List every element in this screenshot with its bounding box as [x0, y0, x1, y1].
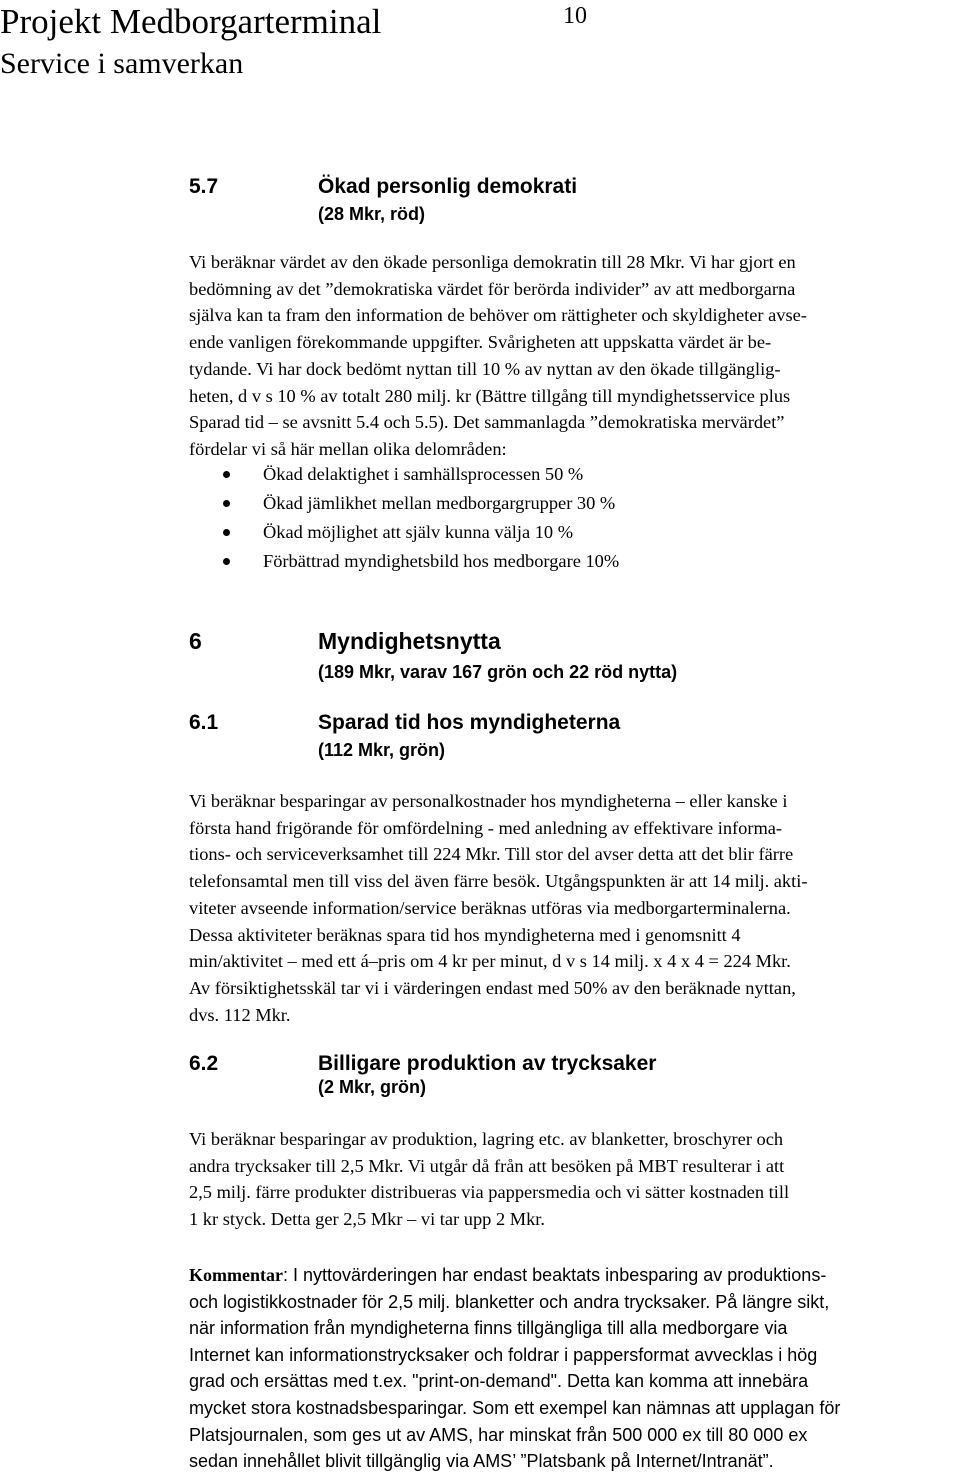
list-item: [220, 518, 619, 547]
paragraph-line: viteter avseende information/service beräknas utföras via medborgarterminalerna.: [189, 897, 791, 918]
paragraph-line: andra trycksaker till 2,5 Mkr. Vi utgår då från att besöken på MBT resulterar i att: [189, 1155, 785, 1176]
list-item: [220, 489, 619, 518]
section-5-7-paragraph: [189, 249, 939, 463]
paragraph-line: Internet kan informationstrycksaker och foldrar i pappersformat avvecklas i hög: [189, 1344, 818, 1365]
document-subtitle: Service i samverkan: [0, 47, 244, 80]
paragraph-line: Vi beräknar värdet av den ökade personliga demokratin till 28 Mkr. Vi har gjort en: [189, 252, 796, 272]
bullet-icon: [223, 500, 230, 507]
list-item-text: Förbättrad myndighetsbild hos medborgare 10%: [263, 551, 620, 571]
bullet-icon: [223, 558, 230, 565]
paragraph-line: telefonsamtal men till viss del även färre besök. Utgångspunkten är att 14 milj. akti-: [189, 871, 808, 892]
paragraph-line: när information från myndigheterna finns tillgängliga till alla medborgare via: [189, 1318, 788, 1339]
section-6-1-subtitle: (112 Mkr, grön): [318, 740, 446, 760]
paragraph-line: tydande. Vi har dock bedömt nyttan till 10 % av nyttan av den ökade tillgänglig-: [189, 358, 781, 379]
paragraph-line: heten, d v s 10 % av totalt 280 milj. kr (Bättre tillgång till myndighetsservice plus: [189, 385, 791, 406]
list-item: [220, 460, 619, 489]
paragraph-line: mycket stora kostnadsbesparingar. Som ett exempel kan nämnas att upplagan för: [189, 1397, 841, 1418]
paragraph-line: Vi beräknar besparingar av produktion, lagring etc. av blanketter, broschyrer och: [189, 1129, 784, 1149]
section-6-2-number: 6.2: [189, 1052, 219, 1075]
comment-label: Kommentar: [189, 1265, 283, 1285]
section-6-title: Myndighetsnytta: [318, 628, 501, 654]
paragraph-line: 1 kr styck. Detta ger 2,5 Mkr – vi tar upp 2 Mkr.: [189, 1209, 546, 1230]
section-6-2-paragraph: [189, 1126, 939, 1233]
comment-paragraph: [189, 1262, 939, 1475]
list-item: [220, 547, 619, 576]
paragraph-line: tions- och serviceverksamhet till 224 Mkr. Till stor del avser detta att det blir färre: [189, 844, 794, 865]
list-item-text: Ökad jämlikhet mellan medborgargrupper 30 %: [263, 493, 616, 513]
paragraph-line: och logistikkostnader för 2,5 milj. blanketter och andra trycksaker. På längre sikt,: [189, 1291, 830, 1312]
section-5-7-bullet-list: [220, 460, 619, 576]
paragraph-line: själva kan ta fram den information de behöver om rättigheter och skyldigheter avse-: [189, 305, 807, 326]
section-5-7-number: 5.7: [189, 175, 219, 198]
section-6-1-paragraph: [189, 788, 939, 1028]
paragraph-line: ende vanligen förekommande uppgifter. Svårigheten att uppskatta värdet är be-: [189, 332, 772, 353]
paragraph-line: sedan innehållet blivit tillgänglig via AMS’ ”Platsbank på Internet/Intranät”.: [189, 1451, 774, 1472]
paragraph-line: första hand frigörande för omfördelning - med anledning av effektivare informa-: [189, 817, 783, 838]
section-6-subtitle: (189 Mkr, varav 167 grön och 22 röd nytta): [318, 662, 678, 682]
paragraph-line: 2,5 milj. färre produkter distribueras via pappersmedia och vi sätter kostnaden till: [189, 1182, 790, 1203]
section-6-2-title: Billigare produktion av trycksaker: [318, 1052, 657, 1075]
paragraph-line: fördelar vi så här mellan olika delområden:: [189, 438, 507, 459]
page-number: 10: [563, 3, 587, 29]
comment-first-line: [189, 1262, 939, 1289]
paragraph-line: grad och ersättas med t.ex. "print-on-demand". Detta kan komma att innebära: [189, 1371, 809, 1392]
paragraph-line: Sparad tid – se avsnitt 5.4 och 5.5). Det sammanlagda ”demokratiska mervärdet”: [189, 412, 785, 433]
comment-first-line-text: : I nyttovärderingen har endast beaktats inbesparing av produktions-: [282, 1265, 827, 1285]
section-6-2-subtitle: (2 Mkr, grön): [318, 1077, 427, 1097]
paragraph-line: Vi beräknar besparingar av personalkostnader hos myndigheterna – eller kanske i: [189, 791, 788, 811]
bullet-icon: [223, 529, 230, 536]
paragraph-line: Av försiktighetsskäl tar vi i värderingen endast med 50% av den beräknade nyttan,: [189, 977, 796, 998]
section-6-1-title: Sparad tid hos myndigheterna: [318, 711, 621, 734]
section-6-1-number: 6.1: [189, 711, 219, 734]
paragraph-line: Platsjournalen, som ges ut av AMS, har minskat från 500 000 ex till 80 000 ex: [189, 1424, 808, 1445]
paragraph-line: Dessa aktiviteter beräknas spara tid hos myndigheterna med i genomsnitt 4: [189, 924, 741, 945]
document-title: Projekt Medborgarterminal: [0, 2, 382, 41]
paragraph-line: min/aktivitet – med ett á–pris om 4 kr per minut, d v s 14 milj. x 4 x 4 = 224 Mkr.: [189, 951, 791, 972]
bullet-icon: [223, 471, 230, 478]
paragraph-line: dvs. 112 Mkr.: [189, 1004, 291, 1025]
paragraph-line: bedömning av det ”demokratiska värdet för berörda individer” av att medborgarna: [189, 278, 796, 299]
list-item-text: Ökad delaktighet i samhällsprocessen 50 %: [263, 464, 584, 484]
list-item-text: Ökad möjlighet att själv kunna välja 10 %: [263, 522, 574, 542]
section-5-7-title: Ökad personlig demokrati: [318, 175, 578, 198]
section-6-number: 6: [189, 628, 202, 654]
section-5-7-subtitle: (28 Mkr, röd): [318, 204, 426, 224]
